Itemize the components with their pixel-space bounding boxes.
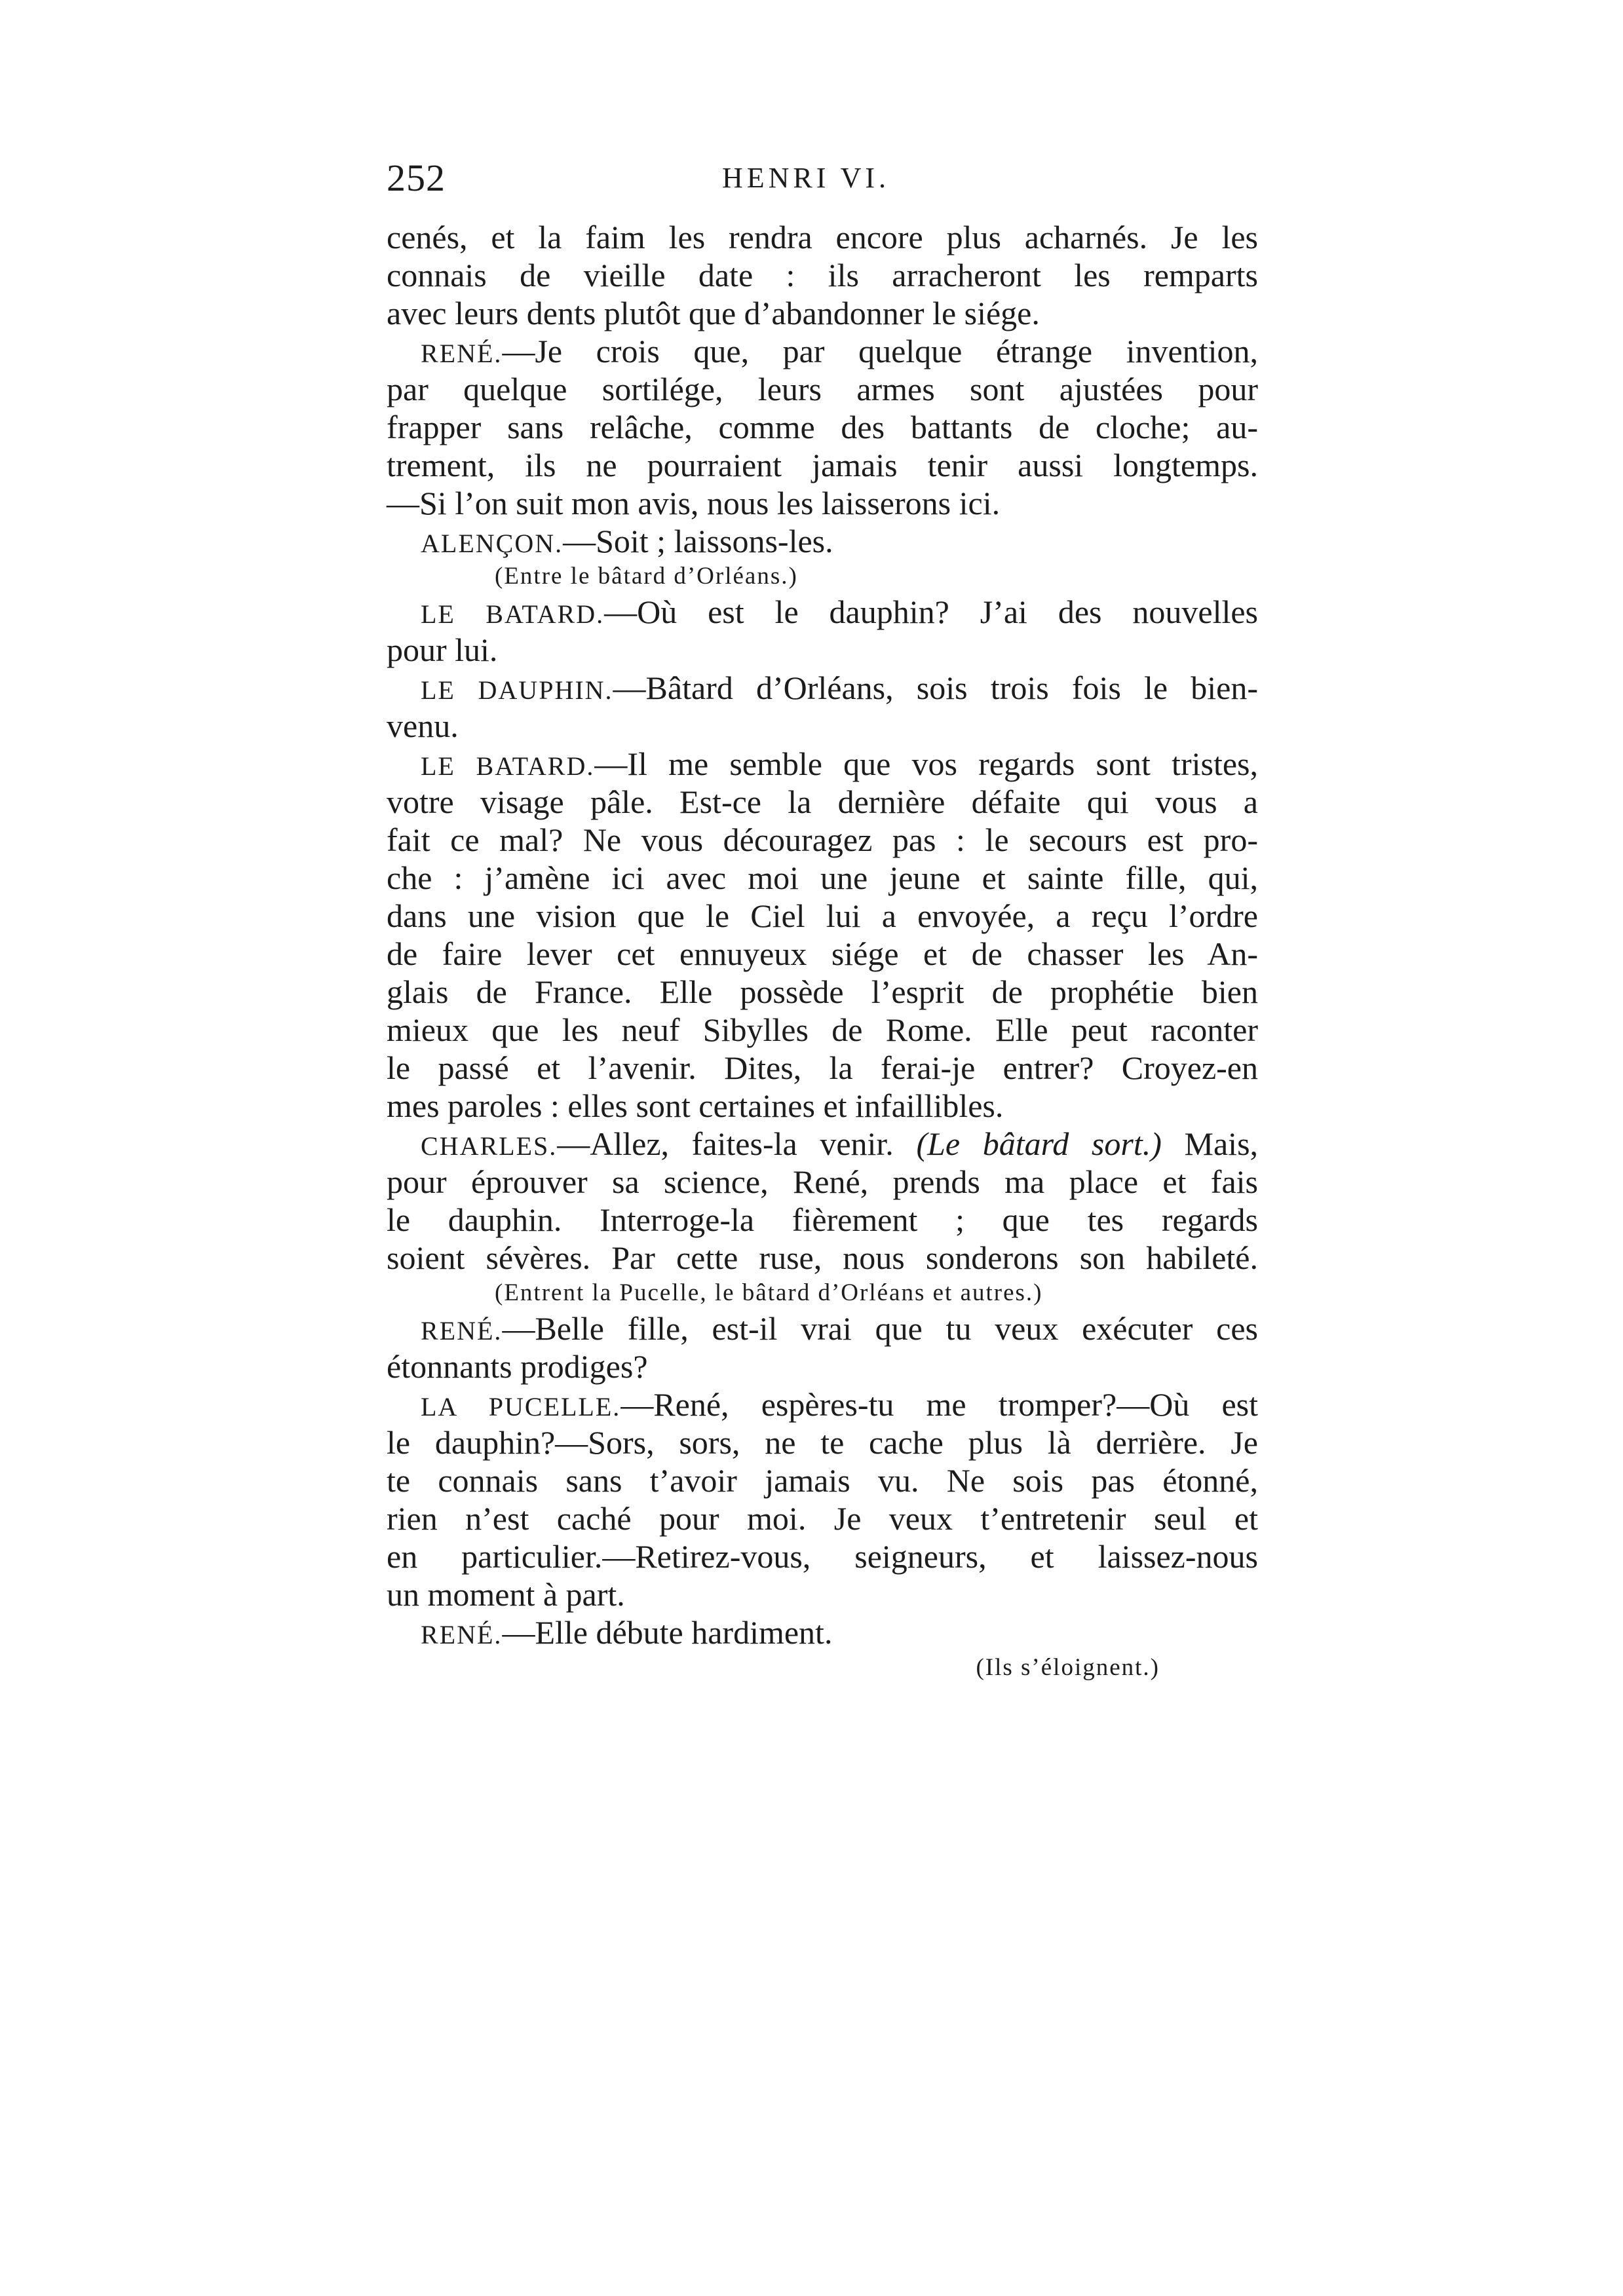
speaker-name: LA PUCELLE. <box>421 1392 621 1421</box>
speaker-name: ALENÇON. <box>421 529 563 558</box>
text-line: fait ce mal? Ne vous découragez pas : le secours est pro- <box>387 821 1258 858</box>
speech-line: RENÉ.—Je crois que, par quelque étrange invention, <box>421 333 1258 369</box>
page-header <box>387 156 1258 208</box>
text-line: rien n’est caché pour moi. Je veux t’entretenir seul et <box>387 1500 1258 1537</box>
stage-direction: (Entrent la Pucelle, le bâtard d’Orléans et autres.) <box>495 1279 1043 1306</box>
text-line: de faire lever cet ennuyeux siége et de chasser les An- <box>387 935 1258 972</box>
text-line: dans une vision que le Ciel lui a envoyée, a reçu l’ordre <box>387 897 1258 934</box>
inline-stage-direction: (Le bâtard sort.) <box>916 1125 1162 1162</box>
speech-line: LE BATARD.—Où est le dauphin? J’ai des nouvelles <box>421 593 1258 630</box>
speech-line: LA PUCELLE.—René, espères-tu me tromper?—Où est <box>421 1386 1258 1423</box>
text-line: soient sévères. Par cette ruse, nous sonderons son habileté. <box>387 1239 1258 1276</box>
running-title: HENRI VI. <box>722 162 890 194</box>
speech-line: RENÉ.—Belle fille, est-il vrai que tu veux exécuter ces <box>421 1310 1258 1347</box>
speaker-name: RENÉ. <box>421 1620 503 1649</box>
text-line: frapper sans relâche, comme des battants de cloche; au- <box>387 409 1258 445</box>
text-line: —Si l’on suit mon avis, nous les laisserons ici. <box>387 485 1001 521</box>
text-line: mes paroles : elles sont certaines et infaillibles. <box>387 1087 1004 1124</box>
speech-line: RENÉ.—Elle débute hardiment. <box>421 1614 833 1651</box>
text-line: par quelque sortilége, leurs armes sont ajustées pour <box>387 371 1258 407</box>
speaker-name: LE BATARD. <box>421 751 595 781</box>
text-line: étonnants prodiges? <box>387 1348 648 1385</box>
page-number: 252 <box>387 157 446 199</box>
text-line: le dauphin. Interroge-la fièrement ; que tes regards <box>387 1201 1258 1238</box>
text-line: trement, ils ne pourraient jamais tenir aussi longtemps. <box>387 447 1258 483</box>
text-line: avec leurs dents plutôt que d’abandonner le siége. <box>387 295 1040 331</box>
stage-direction: (Ils s’éloignent.) <box>976 1654 1160 1681</box>
text-line: votre visage pâle. Est-ce la dernière défaite qui vous a <box>387 783 1258 820</box>
speaker-name: CHARLES. <box>421 1131 558 1161</box>
text-line: pour lui. <box>387 631 498 668</box>
speaker-name: LE DAUPHIN. <box>421 675 613 705</box>
text-line: un moment à part. <box>387 1576 625 1613</box>
play-text <box>387 218 1258 1684</box>
speech-line: LE DAUPHIN.—Bâtard d’Orléans, sois trois fois le bien- <box>421 669 1259 706</box>
text-line: venu. <box>387 707 459 744</box>
speaker-name: LE BATARD. <box>421 599 605 629</box>
speaker-name: RENÉ. <box>421 1316 503 1346</box>
text-line: pour éprouver sa science, René, prends ma place et fais <box>387 1163 1258 1200</box>
text-line: te connais sans t’avoir jamais vu. Ne sois pas étonné, <box>387 1462 1258 1499</box>
text-line: le dauphin?—Sors, sors, ne te cache plus là derrière. Je <box>387 1424 1258 1461</box>
stage-direction: (Entre le bâtard d’Orléans.) <box>495 563 798 590</box>
text-line: glais de France. Elle possède l’esprit de prophétie bien <box>387 973 1258 1010</box>
text-line: cenés, et la faim les rendra encore plus acharnés. Je les <box>387 219 1258 255</box>
text-line: connais de vieille date : ils arracheront les remparts <box>387 257 1258 293</box>
text-line: che : j’amène ici avec moi une jeune et sainte fille, qui, <box>387 859 1258 896</box>
speech-line: LE BATARD.—Il me semble que vos regards sont tristes, <box>421 745 1258 782</box>
text-line: mieux que les neuf Sibylles de Rome. Elle peut raconter <box>387 1011 1258 1048</box>
speech-line: CHARLES.—Allez, faites-la venir. (Le bâtard sort.) Mais, <box>421 1125 1259 1162</box>
text-line: le passé et l’avenir. Dites, la ferai-je entrer? Croyez-en <box>387 1049 1258 1086</box>
speaker-name: RENÉ. <box>421 339 503 368</box>
text-line: en particulier.—Retirez-vous, seigneurs, et laissez-nous <box>387 1538 1258 1575</box>
speech-line: ALENÇON.—Soit ; laissons-les. <box>421 523 833 559</box>
